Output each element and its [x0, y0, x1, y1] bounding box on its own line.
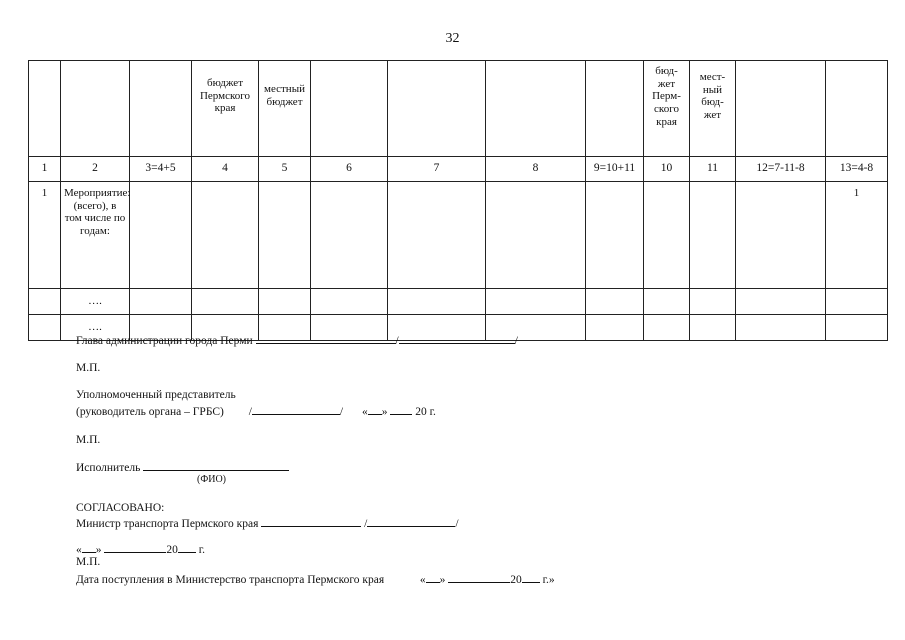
header-cell-local-budget [690, 61, 736, 157]
page-number: 32 [445, 31, 460, 46]
quote-close: » [381, 406, 388, 418]
header-cell [311, 61, 388, 157]
quote-open: « [76, 544, 82, 556]
stamp-label: М.П. [76, 556, 101, 568]
column-number: 3=4+5 [130, 157, 192, 182]
year-suffix: г.» [542, 574, 555, 586]
table-cell [130, 182, 192, 289]
column-number: 6 [311, 157, 388, 182]
minister-line [76, 516, 459, 532]
column-number: 2 [61, 157, 130, 182]
table-cell: …. [61, 315, 130, 341]
table-header-row [29, 61, 888, 157]
table-cell [690, 289, 736, 315]
row-label-cell [61, 182, 130, 289]
column-number-row [29, 157, 888, 182]
header-text: местный бюджет [264, 83, 305, 108]
header-cell [29, 61, 61, 157]
table-cell [486, 182, 586, 289]
receipt-line [76, 572, 555, 588]
table-cell [29, 289, 61, 315]
table-row [29, 289, 888, 315]
year-prefix: 20 [510, 574, 522, 586]
day-blank [368, 404, 382, 415]
header-text: мест-ный бюд-жет [699, 71, 726, 121]
column-number: 1 [29, 157, 61, 182]
row-label: Мероприятие: (всего), в том числе по годам: [64, 187, 131, 237]
table-cell [586, 182, 644, 289]
separator: / [248, 406, 252, 418]
table-cell [586, 289, 644, 315]
year-blank [178, 542, 196, 553]
quote-open: « [362, 406, 368, 418]
month-blank [104, 542, 166, 553]
column-number: 11 [690, 157, 736, 182]
month-blank [390, 404, 412, 415]
separator: / [339, 406, 344, 418]
month-blank [448, 572, 510, 583]
minister-label: Министр транспорта Пермского края [76, 518, 259, 530]
table-cell [259, 289, 311, 315]
header-cell [586, 61, 644, 157]
table-cell [388, 182, 486, 289]
header-cell [130, 61, 192, 157]
head-name-blank [399, 333, 515, 344]
header-cell [388, 61, 486, 157]
separator: / [514, 335, 518, 347]
agreed-label: СОГЛАСОВАНО: [76, 502, 165, 514]
day-blank [426, 572, 440, 583]
header-cell [486, 61, 586, 157]
quote-close: » [95, 544, 102, 556]
column-number: 9=10+11 [586, 157, 644, 182]
table-cell [826, 289, 888, 315]
header-cell [826, 61, 888, 157]
column-number: 8 [486, 157, 586, 182]
table-cell [826, 315, 888, 341]
table-row [29, 182, 888, 289]
column-number: 12=7-11-8 [736, 157, 826, 182]
year-prefix: 20 [166, 544, 178, 556]
quote-close: » [439, 574, 446, 586]
head-label: Глава администрации города Перми [76, 335, 253, 347]
header-text: бюджет Пермского края [199, 77, 251, 115]
day-blank [82, 542, 96, 553]
table-cell [388, 289, 486, 315]
header-text: бюд-жет Перм-ского края [652, 65, 681, 128]
budget-table [28, 60, 888, 341]
table-cell: …. [61, 289, 130, 315]
representative-line [76, 404, 436, 420]
table-cell [586, 315, 644, 341]
column-number: 13=4-8 [826, 157, 888, 182]
separator: / [364, 518, 368, 530]
stamp-label: М.П. [76, 434, 101, 446]
header-cell-regional-budget [644, 61, 690, 157]
table-cell [311, 289, 388, 315]
header-cell [736, 61, 826, 157]
year-suffix: г. [429, 406, 436, 418]
table-cell [736, 289, 826, 315]
executor-line [76, 460, 289, 476]
table-cell [736, 315, 826, 341]
year-blank [522, 572, 540, 583]
table-cell [192, 182, 259, 289]
column-number: 4 [192, 157, 259, 182]
separator: / [395, 335, 399, 347]
year-suffix: г. [198, 544, 206, 556]
header-cell-regional-budget [192, 61, 259, 157]
table-cell [644, 315, 690, 341]
fio-caption: (ФИО) [197, 474, 227, 485]
column-number: 10 [644, 157, 690, 182]
representative-signature-blank [252, 404, 340, 415]
table-cell [130, 289, 192, 315]
table-cell [690, 315, 736, 341]
separator: / [455, 518, 459, 530]
table-cell [644, 289, 690, 315]
table-cell [486, 289, 586, 315]
table-cell [311, 182, 388, 289]
representative-title: Уполномоченный представитель [76, 389, 236, 401]
table-cell [29, 315, 61, 341]
table-cell: 1 [826, 182, 888, 289]
column-number: 5 [259, 157, 311, 182]
header-cell [61, 61, 130, 157]
representative-subtitle: (руководитель органа – ГРБС) [76, 406, 224, 418]
minister-signature-blank [261, 516, 361, 527]
header-cell-local-budget [259, 61, 311, 157]
column-number: 7 [388, 157, 486, 182]
receipt-label: Дата поступления в Министерство транспорта Пермского края [76, 574, 385, 586]
table-cell [644, 182, 690, 289]
table-cell [736, 182, 826, 289]
table-cell [259, 182, 311, 289]
table-cell [690, 182, 736, 289]
year-prefix: 20 [415, 406, 427, 418]
minister-name-blank [367, 516, 455, 527]
table-cell [192, 289, 259, 315]
executor-label: Исполнитель [76, 462, 141, 474]
head-signature-blank [256, 333, 396, 344]
stamp-label: М.П. [76, 362, 101, 374]
executor-blank [143, 460, 289, 471]
quote-open: « [419, 574, 426, 586]
head-signature-line [76, 333, 518, 349]
row-number: 1 [29, 182, 61, 289]
